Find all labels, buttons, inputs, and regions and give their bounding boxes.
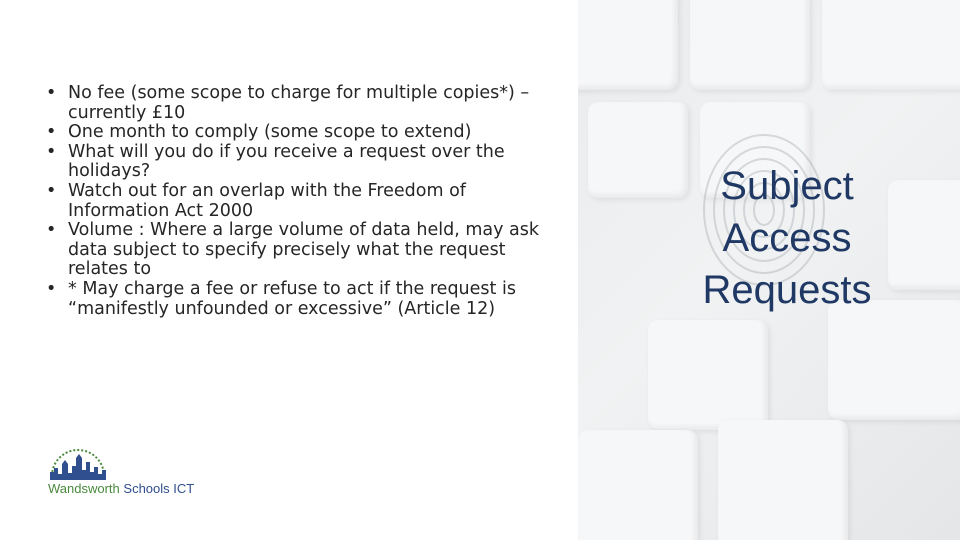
bullet-icon: • (46, 220, 57, 241)
list-item: • No fee (some scope to charge for multiple copies*) – currently £10 (46, 83, 530, 123)
list-item: • Watch out for an overlap with the Freedom of Information Act 2000 (46, 180, 466, 221)
list-item: • One month to comply (some scope to extend) (46, 122, 472, 143)
keyboard-key (690, 0, 810, 90)
list-item: • Volume : Where a large volume of data held, may ask data subject to specify precisely what the request relates to (46, 220, 540, 280)
logo-text: Wandsworth Schools ICT (48, 481, 195, 496)
keyboard-key (648, 320, 768, 430)
keyboard-key (828, 300, 960, 420)
keyboard-key (718, 420, 848, 540)
list-item: • What will you do if you receive a request over the holidays? (46, 141, 505, 182)
wandsworth-logo (46, 446, 206, 498)
keyboard-background-image (578, 0, 960, 540)
slide-title: Subject Access Requests (702, 164, 872, 312)
skyline-icon (46, 446, 116, 486)
bullet-list (46, 84, 566, 319)
list-item: • * May charge a fee or refuse to act if the request is “manifestly unfounded or excessive” (Article 12) (46, 278, 516, 319)
bullet-icon: • (46, 83, 57, 103)
bullet-icon: • (46, 141, 57, 162)
keyboard-key (578, 0, 678, 90)
bullet-icon: • (46, 278, 57, 299)
bullet-icon: • (46, 122, 57, 143)
keyboard-key (578, 430, 698, 540)
keyboard-key (822, 0, 960, 90)
bullet-icon: • (46, 180, 57, 201)
